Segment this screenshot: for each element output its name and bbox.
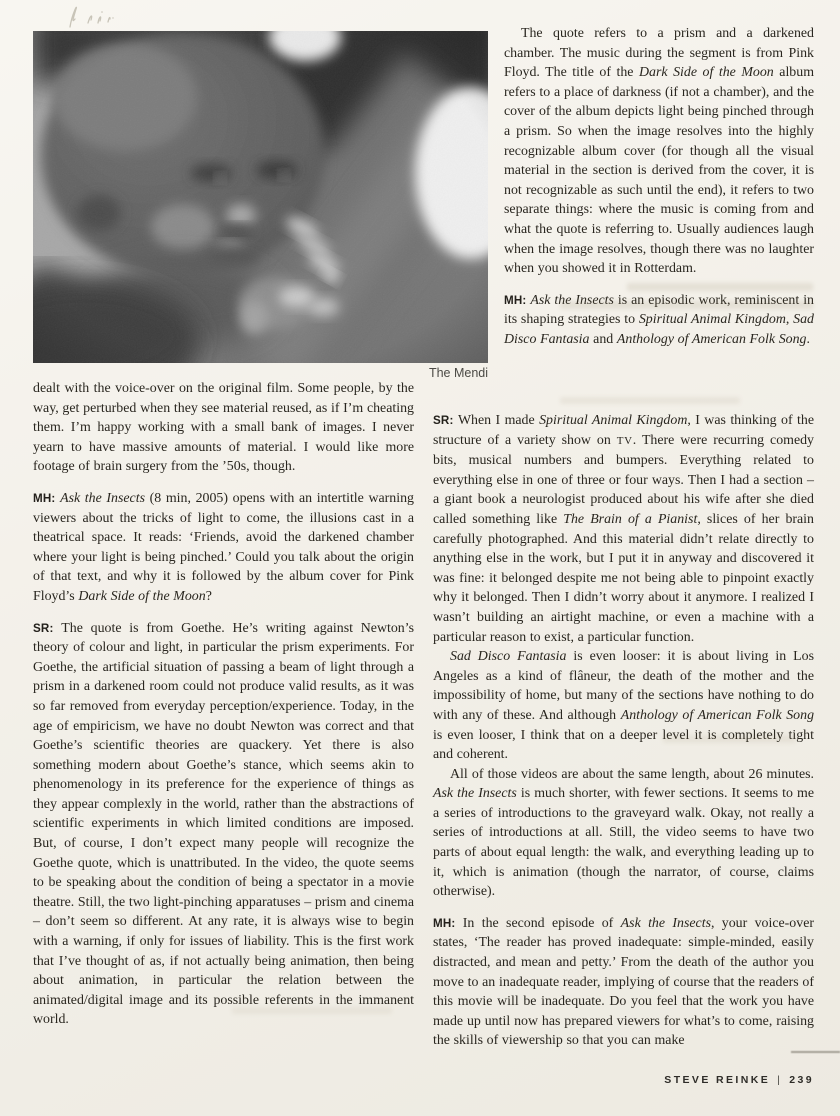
text-run: Anthology of American Folk Song bbox=[620, 707, 815, 723]
text-run: album refers to a place of darkness (if not a chamber), and the cover of the album depicts light being pinched through a prism. So when the image resolves into the highly recognizable album cover (for though all the visual material in the section is derived from the cover, it is not recognizable as such until the end), it refers to two separate things: where the music is coming from and what the quote is referring to. Usually audiences laugh when the image resolves, though there was no laughter when you showed it in Rotterdam. bbox=[504, 65, 814, 277]
paragraph bbox=[504, 291, 814, 350]
speaker-label: SR: bbox=[433, 414, 458, 427]
paragraph bbox=[433, 765, 814, 902]
text-run: When I made bbox=[457, 413, 540, 428]
text-run: The quote refers to a prism and a darkened chamber. The music during the segment is from Pink Floyd. The title of the bbox=[504, 26, 814, 81]
text-run: In the second episode of bbox=[462, 915, 621, 931]
right-column-upper-text bbox=[504, 24, 814, 350]
text-run: is even looser, I think that on a deeper level it is completely tight and coherent. bbox=[433, 727, 814, 763]
text-run: Ask the Insects bbox=[433, 786, 517, 802]
text-run: Spiritual Animal Kingdom bbox=[539, 413, 688, 428]
speaker-label: MH: bbox=[433, 916, 463, 930]
text-run: . bbox=[806, 331, 810, 347]
left-column-text bbox=[33, 379, 414, 1030]
text-run: Ask the Insects bbox=[620, 915, 711, 931]
text-run: All of those videos are about the same length, about 26 minutes. bbox=[450, 766, 814, 782]
text-run: . There were recurring comedy bits, musical numbers and bumpers. Everything related to everything else in one of three or four ways. Then I had a section – a giant book a neurologist produced about his wife after she died called something like bbox=[433, 432, 814, 527]
speaker-label: MH: bbox=[33, 491, 61, 505]
pencil-scribble-artifact bbox=[40, 0, 150, 30]
text-run: Ask the Insects bbox=[60, 490, 145, 506]
print-bleedthrough bbox=[560, 397, 740, 404]
text-run: (8 min, 2005) opens with an intertitle warning viewers about the tricks of light to come, the illusions cast in a theatrical space. It reads: ‘Friends, avoid the darkened chamber where your light is being pinched.’ Could you talk about the origin of that text, and why it is followed by the album cover for Pink Floyd’s bbox=[33, 490, 414, 604]
footer-author: STEVE REINKE bbox=[664, 1074, 771, 1086]
text-run: Anthology of American Folk Song bbox=[616, 331, 807, 347]
text-run: The Brain of a Pianist bbox=[563, 511, 698, 527]
text-run: Sad Disco Fantasia bbox=[450, 649, 567, 665]
text-run: is much shorter, with fewer sections. It seems to me a series of introductions to the graveyard walk. Okay, not really a series of introductions at all. Still, the video seems to have two parts of about equal length: the walk, and everything leading up to it, which is animation (though the narrator, of course, claims otherwise). bbox=[433, 786, 814, 900]
text-run: The quote is from Goethe. He’s writing against Newton’s theory of colour and light, in particular the prism experiments. For Goethe, the artificial situation of passing a beam of light through a prism in a darkened room could not produce valid results, as it was so far removed from everyday perception/experience. Today, in the age of empiricism, we have no doubt Newton was correct and that Goethe’s scientific theories are quackery. Yet there is also something modern about Goethe’s stance, which seems akin to phenomenology in its preference for the experience of things as they appear complexly in the world, rather than the abstractions of scientific experiments in which limited conditions are imposed. But, of course, I don’t expect many people will recognize the Goethe quote, which is unattributed. In the video, the quote seems to be speaking about the condition of being a spectator in a movie theatre. Still, the two light-pinching apparatuses – prism and cinema – don’t seem so different. At any rate, it is always wise to begin with a warning, if only for issues of liability. This is the first work that I’ve thought of as, if not actually being animation, then being about animation, in particular the relation between the animated/digital image and its possible referents in the immanent world. bbox=[33, 620, 414, 1028]
paragraph bbox=[33, 619, 414, 1030]
paragraph bbox=[433, 647, 814, 765]
speaker-label: SR: bbox=[33, 621, 62, 635]
paragraph bbox=[433, 411, 814, 647]
text-run: , I was thinking of the structure of a variety show on bbox=[433, 413, 814, 448]
paragraph bbox=[433, 914, 814, 1051]
page-footer bbox=[433, 1074, 814, 1086]
text-run: is even looser: it is about living in Los Angeles as a kind of flâneur, the death of the mother and the impossibility of home, but many of the sections have nothing to do with any of these. And although bbox=[433, 649, 814, 723]
paragraph bbox=[504, 24, 814, 279]
photo-the-mendi bbox=[33, 31, 488, 363]
text-run: Dark Side of the Moon bbox=[639, 65, 774, 81]
text-run: TV bbox=[616, 434, 633, 447]
text-run: and bbox=[589, 331, 617, 347]
text-run: Ask the Insects bbox=[530, 292, 614, 308]
text-run: Dark Side of the Moon bbox=[78, 588, 206, 604]
paragraph bbox=[33, 379, 414, 477]
text-run: Spiritual Animal Kingdom bbox=[638, 312, 786, 328]
photo-illustration bbox=[33, 31, 488, 363]
paragraph bbox=[33, 489, 414, 607]
text-run: , your voice-over states, ‘The reader has proved inadequate: simple-minded, easily distracted, and mean and petty.’ From the death of the author you move to an inadequate reader, implying of course that the readers of this movie will be inadequate. Do you feel that the work you have made up until now has prepared viewers for what’s to come, raising the skills of viewership so that you can make bbox=[433, 915, 814, 1049]
text-run: , bbox=[785, 312, 794, 328]
text-run: is an episodic work, reminiscent in its shaping strategies to bbox=[504, 292, 814, 328]
text-run: Sad Disco Fantasia bbox=[504, 312, 814, 347]
footer-page-number: 239 bbox=[789, 1074, 814, 1086]
footer-separator: | bbox=[777, 1074, 783, 1086]
text-run: , slices of her brain carefully photographed. And this material didn’t relate directly to anything else in the work, but I put it in anyway and discovered it was fine: it belonged despite me not being able to pinpoint exactly why it belonged. Then I didn’t worry about it anymore. I realized I wasn’t building an airtight machine, or even a machine with a particular reason to exist, a particular function. bbox=[433, 511, 814, 645]
text-run: dealt with the voice-over on the original film. Some people, by the way, get perturbed when they see material reused, as if I’m cheating them. I’m happy working with a small bank of images. I never yearn to have massive amounts of material. I would like more footage of brain surgery from the ’50s, though. bbox=[33, 381, 414, 475]
scan-line-artifact bbox=[791, 1051, 840, 1053]
right-column-lower-text bbox=[433, 411, 814, 1051]
photo-caption: The Mendi bbox=[428, 366, 488, 380]
text-run: ? bbox=[205, 588, 212, 604]
speaker-label: MH: bbox=[504, 293, 531, 307]
